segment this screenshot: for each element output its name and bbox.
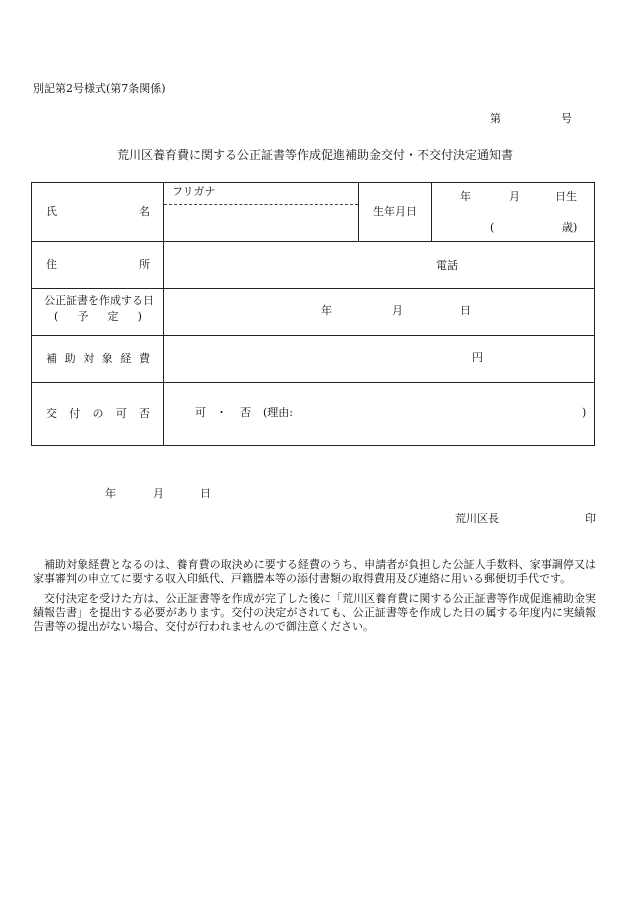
grant-decision-label: 交 付 の 可 否 xyxy=(46,407,150,420)
deed-date-field[interactable] xyxy=(164,290,594,334)
notice-form-table xyxy=(31,182,595,446)
row-divider xyxy=(32,288,594,289)
reason-field[interactable] xyxy=(304,393,574,433)
birthdate-label: 生年月日 xyxy=(373,205,417,218)
deed-year-label: 年 xyxy=(321,304,332,317)
note-paragraph-expenses: 補助対象経費となるのは、養育費の取決めに要する経費のうち、申請者が負担した公証人手数料、家事調停又は家事審判の申立てに要する収入印紙代、戸籍謄本等の添付書類の取得費用及び連絡に用いる郵便切手代です。 xyxy=(33,558,596,585)
issue-day-label: 日 xyxy=(200,487,211,500)
reason-close-paren: ) xyxy=(582,406,587,419)
issue-month-label: 月 xyxy=(153,487,164,500)
deed-date-label: 公正証書を作成する日 xyxy=(44,294,154,307)
name-label: 氏 名 xyxy=(46,205,150,218)
furigana-label: フリガナ xyxy=(172,185,216,198)
birth-day-label: 日生 xyxy=(555,190,577,203)
name-field[interactable] xyxy=(164,206,356,239)
option-separator: ・ xyxy=(216,406,227,419)
birth-month-label: 月 xyxy=(509,190,520,203)
birth-year-label: 年 xyxy=(460,190,471,203)
seal-mark: 印 xyxy=(585,512,596,525)
age-label: 歳) xyxy=(562,221,578,234)
issuer-name: 荒川区長 xyxy=(455,512,499,525)
deed-day-label: 日 xyxy=(460,304,471,317)
document-number-prefix: 第 xyxy=(490,112,501,125)
reason-label: (理由: xyxy=(263,406,293,419)
document-number-suffix: 号 xyxy=(561,112,572,125)
note-paragraph-report: 交付決定を受けた方は、公正証書等を作成が完了した後に「荒川区養育費に関する公正証書等作成促進補助金実績報告書」を提出する必要があります。交付の決定がされても、公正証書等を作成した日の属する年度内に実績報告書等の提出がない場合、交付が行われませんので御注意ください。 xyxy=(33,592,596,633)
birthdate-field[interactable] xyxy=(432,185,594,239)
age-open-paren: ( xyxy=(490,221,495,234)
yen-unit: 円 xyxy=(472,351,483,364)
grant-no-option[interactable]: 否 xyxy=(240,406,251,419)
grant-yes-option[interactable]: 可 xyxy=(195,406,206,419)
document-title: 荒川区養育費に関する公正証書等作成促進補助金交付・不交付決定通知書 xyxy=(116,148,513,162)
expense-label: 補 助 対 象 経 費 xyxy=(46,352,150,365)
phone-field[interactable] xyxy=(462,243,592,287)
address-label: 住 所 xyxy=(46,258,150,271)
form-number-label: 別記第2号様式(第7条関係) xyxy=(33,82,166,95)
deed-month-label: 月 xyxy=(392,304,403,317)
deed-date-planned-label: ( 予 定 ) xyxy=(54,310,142,323)
expense-amount-field[interactable] xyxy=(164,337,464,381)
issue-year-label: 年 xyxy=(105,487,116,500)
phone-label: 電話 xyxy=(436,259,458,272)
furigana-field[interactable] xyxy=(164,186,356,202)
notes-section xyxy=(33,558,596,640)
furigana-divider xyxy=(164,204,358,205)
address-field[interactable] xyxy=(164,243,424,287)
